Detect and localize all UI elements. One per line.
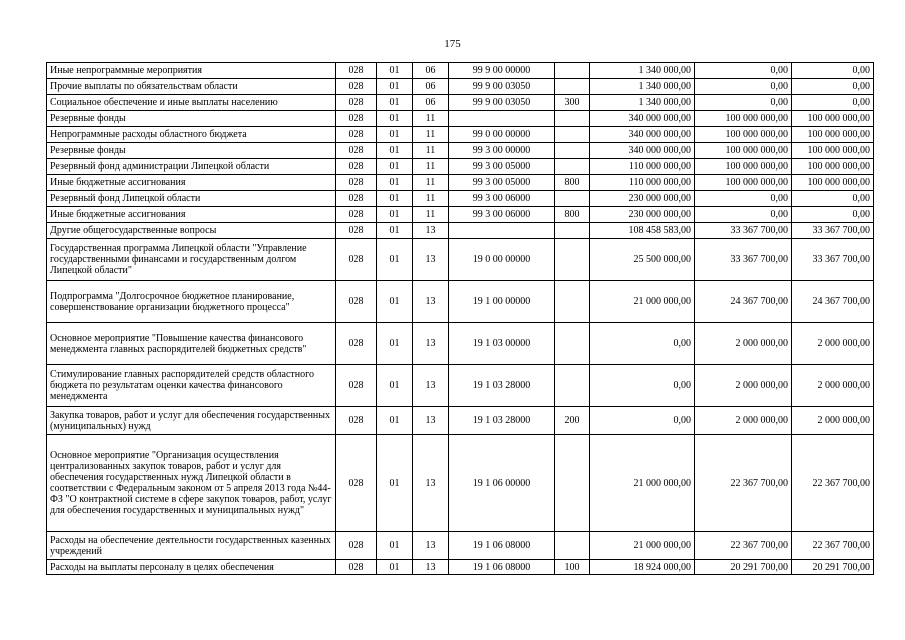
table-row — [47, 63, 874, 79]
row-name: Резервный фонд Липецкой области — [47, 191, 336, 207]
subsection-code: 13 — [413, 239, 449, 281]
amount-2017: 2 000 000,00 — [695, 323, 792, 365]
section-code: 01 — [377, 191, 413, 207]
ministry-code: 028 — [336, 532, 377, 560]
amount-2018: 0,00 — [792, 95, 874, 111]
row-name: Государственная программа Липецкой области "Управление государственными финансами и государственным долгом Липецкой области" — [47, 239, 336, 281]
table-row — [47, 143, 874, 159]
target-article: 99 3 00 00000 — [449, 143, 555, 159]
amount-2016: 1 340 000,00 — [590, 63, 695, 79]
expense-type — [555, 159, 590, 175]
subsection-code: 13 — [413, 560, 449, 575]
expense-type — [555, 435, 590, 532]
target-article: 99 9 00 03050 — [449, 79, 555, 95]
amount-2017: 2 000 000,00 — [695, 407, 792, 435]
section-code: 01 — [377, 323, 413, 365]
table-row — [47, 239, 874, 281]
row-name: Основное мероприятие "Организация осуществления централизованных закупок товаров, работ и услуг для обеспечения государственных нужд Липецкой области в соответствии с Федеральным законом от 5 апреля 2013 года №44-ФЗ "О контрактной системе в сфере закупок товаров, работ, услуг для обеспечения государственных и муниципальных нужд" — [47, 435, 336, 532]
expense-type: 300 — [555, 95, 590, 111]
row-name: Непрограммные расходы областного бюджета — [47, 127, 336, 143]
target-article — [449, 111, 555, 127]
section-code: 01 — [377, 95, 413, 111]
subsection-code: 11 — [413, 175, 449, 191]
subsection-code: 11 — [413, 127, 449, 143]
target-article: 19 1 03 28000 — [449, 365, 555, 407]
expense-type — [555, 365, 590, 407]
expense-type — [555, 63, 590, 79]
target-article: 99 0 00 00000 — [449, 127, 555, 143]
amount-2018: 20 291 700,00 — [792, 560, 874, 575]
row-name: Резервный фонд администрации Липецкой области — [47, 159, 336, 175]
amount-2018: 100 000 000,00 — [792, 111, 874, 127]
amount-2016: 340 000 000,00 — [590, 127, 695, 143]
amount-2017: 100 000 000,00 — [695, 143, 792, 159]
target-article: 99 3 00 06000 — [449, 191, 555, 207]
target-article: 99 3 00 06000 — [449, 207, 555, 223]
subsection-code: 13 — [413, 407, 449, 435]
section-code: 01 — [377, 159, 413, 175]
table-row — [47, 111, 874, 127]
ministry-code: 028 — [336, 365, 377, 407]
table-row — [47, 407, 874, 435]
amount-2016: 230 000 000,00 — [590, 191, 695, 207]
section-code: 01 — [377, 435, 413, 532]
amount-2016: 0,00 — [590, 323, 695, 365]
amount-2016: 21 000 000,00 — [590, 532, 695, 560]
section-code: 01 — [377, 111, 413, 127]
row-name: Расходы на выплаты персоналу в целях обеспечения — [47, 560, 336, 575]
ministry-code: 028 — [336, 239, 377, 281]
target-article — [449, 223, 555, 239]
amount-2016: 1 340 000,00 — [590, 95, 695, 111]
expense-type — [555, 223, 590, 239]
amount-2016: 110 000 000,00 — [590, 159, 695, 175]
amount-2017: 0,00 — [695, 63, 792, 79]
subsection-code: 06 — [413, 63, 449, 79]
amount-2018: 0,00 — [792, 207, 874, 223]
target-article: 99 9 00 00000 — [449, 63, 555, 79]
target-article: 19 1 06 00000 — [449, 435, 555, 532]
subsection-code: 11 — [413, 111, 449, 127]
target-article: 19 1 03 00000 — [449, 323, 555, 365]
target-article: 19 1 00 00000 — [449, 281, 555, 323]
section-code: 01 — [377, 407, 413, 435]
amount-2016: 0,00 — [590, 407, 695, 435]
amount-2018: 0,00 — [792, 79, 874, 95]
amount-2018: 0,00 — [792, 191, 874, 207]
table-row — [47, 323, 874, 365]
amount-2017: 33 367 700,00 — [695, 223, 792, 239]
ministry-code: 028 — [336, 281, 377, 323]
expense-type — [555, 281, 590, 323]
subsection-code: 13 — [413, 281, 449, 323]
row-name: Иные непрограммные мероприятия — [47, 63, 336, 79]
subsection-code: 13 — [413, 365, 449, 407]
target-article: 19 1 06 08000 — [449, 532, 555, 560]
row-name: Другие общегосударственные вопросы — [47, 223, 336, 239]
amount-2017: 0,00 — [695, 191, 792, 207]
table-row — [47, 79, 874, 95]
amount-2018: 0,00 — [792, 63, 874, 79]
row-name: Иные бюджетные ассигнования — [47, 175, 336, 191]
row-name: Иные бюджетные ассигнования — [47, 207, 336, 223]
expense-type — [555, 239, 590, 281]
expense-type — [555, 127, 590, 143]
section-code: 01 — [377, 63, 413, 79]
amount-2018: 2 000 000,00 — [792, 365, 874, 407]
row-name: Резервные фонды — [47, 111, 336, 127]
section-code: 01 — [377, 560, 413, 575]
amount-2016: 110 000 000,00 — [590, 175, 695, 191]
amount-2018: 33 367 700,00 — [792, 239, 874, 281]
subsection-code: 11 — [413, 207, 449, 223]
amount-2016: 21 000 000,00 — [590, 281, 695, 323]
amount-2017: 22 367 700,00 — [695, 532, 792, 560]
expense-type — [555, 79, 590, 95]
ministry-code: 028 — [336, 323, 377, 365]
subsection-code: 06 — [413, 95, 449, 111]
table-row — [47, 281, 874, 323]
amount-2016: 25 500 000,00 — [590, 239, 695, 281]
target-article: 99 3 00 05000 — [449, 159, 555, 175]
row-name: Прочие выплаты по обязательствам области — [47, 79, 336, 95]
ministry-code: 028 — [336, 159, 377, 175]
amount-2017: 22 367 700,00 — [695, 435, 792, 532]
amount-2017: 0,00 — [695, 207, 792, 223]
section-code: 01 — [377, 207, 413, 223]
table-row — [47, 365, 874, 407]
ministry-code: 028 — [336, 207, 377, 223]
target-article: 19 0 00 00000 — [449, 239, 555, 281]
table-row — [47, 435, 874, 532]
row-name: Социальное обеспечение и иные выплаты населению — [47, 95, 336, 111]
amount-2017: 33 367 700,00 — [695, 239, 792, 281]
ministry-code: 028 — [336, 223, 377, 239]
subsection-code: 13 — [413, 435, 449, 532]
amount-2017: 0,00 — [695, 95, 792, 111]
ministry-code: 028 — [336, 407, 377, 435]
target-article: 19 1 06 08000 — [449, 560, 555, 575]
page-number: 175 — [444, 38, 461, 50]
amount-2016: 1 340 000,00 — [590, 79, 695, 95]
ministry-code: 028 — [336, 175, 377, 191]
amount-2017: 100 000 000,00 — [695, 111, 792, 127]
ministry-code: 028 — [336, 435, 377, 532]
ministry-code: 028 — [336, 79, 377, 95]
section-code: 01 — [377, 532, 413, 560]
subsection-code: 13 — [413, 532, 449, 560]
row-name: Расходы на обеспечение деятельности государственных казенных учреждений — [47, 532, 336, 560]
budget-table — [46, 62, 874, 575]
amount-2018: 2 000 000,00 — [792, 323, 874, 365]
amount-2017: 24 367 700,00 — [695, 281, 792, 323]
table-row — [47, 207, 874, 223]
subsection-code: 06 — [413, 79, 449, 95]
amount-2016: 340 000 000,00 — [590, 111, 695, 127]
expense-type — [555, 143, 590, 159]
expense-type — [555, 191, 590, 207]
section-code: 01 — [377, 175, 413, 191]
amount-2017: 2 000 000,00 — [695, 365, 792, 407]
amount-2018: 22 367 700,00 — [792, 435, 874, 532]
ministry-code: 028 — [336, 63, 377, 79]
amount-2016: 21 000 000,00 — [590, 435, 695, 532]
table-row — [47, 127, 874, 143]
row-name: Закупка товаров, работ и услуг для обеспечения государственных (муниципальных) нужд — [47, 407, 336, 435]
subsection-code: 11 — [413, 143, 449, 159]
amount-2017: 20 291 700,00 — [695, 560, 792, 575]
expense-type — [555, 323, 590, 365]
table-row — [47, 560, 874, 575]
expense-type: 800 — [555, 175, 590, 191]
amount-2017: 100 000 000,00 — [695, 127, 792, 143]
section-code: 01 — [377, 281, 413, 323]
expense-type: 100 — [555, 560, 590, 575]
amount-2016: 18 924 000,00 — [590, 560, 695, 575]
expense-type: 200 — [555, 407, 590, 435]
expense-type — [555, 532, 590, 560]
target-article: 19 1 03 28000 — [449, 407, 555, 435]
section-code: 01 — [377, 127, 413, 143]
expense-type: 800 — [555, 207, 590, 223]
table-row — [47, 95, 874, 111]
amount-2017: 100 000 000,00 — [695, 175, 792, 191]
amount-2016: 108 458 583,00 — [590, 223, 695, 239]
amount-2018: 100 000 000,00 — [792, 143, 874, 159]
ministry-code: 028 — [336, 111, 377, 127]
row-name: Резервные фонды — [47, 143, 336, 159]
ministry-code: 028 — [336, 95, 377, 111]
amount-2018: 100 000 000,00 — [792, 159, 874, 175]
amount-2017: 0,00 — [695, 79, 792, 95]
target-article: 99 3 00 05000 — [449, 175, 555, 191]
ministry-code: 028 — [336, 191, 377, 207]
subsection-code: 11 — [413, 159, 449, 175]
amount-2018: 24 367 700,00 — [792, 281, 874, 323]
amount-2018: 33 367 700,00 — [792, 223, 874, 239]
expense-type — [555, 111, 590, 127]
section-code: 01 — [377, 239, 413, 281]
table-row — [47, 191, 874, 207]
table-row — [47, 175, 874, 191]
subsection-code: 11 — [413, 191, 449, 207]
section-code: 01 — [377, 223, 413, 239]
amount-2018: 22 367 700,00 — [792, 532, 874, 560]
amount-2018: 2 000 000,00 — [792, 407, 874, 435]
ministry-code: 028 — [336, 143, 377, 159]
amount-2016: 230 000 000,00 — [590, 207, 695, 223]
section-code: 01 — [377, 79, 413, 95]
table-row — [47, 159, 874, 175]
amount-2016: 0,00 — [590, 365, 695, 407]
section-code: 01 — [377, 365, 413, 407]
ministry-code: 028 — [336, 560, 377, 575]
amount-2018: 100 000 000,00 — [792, 175, 874, 191]
row-name: Основное мероприятие "Повышение качества финансового менеджмента главных распорядителей бюджетных средств" — [47, 323, 336, 365]
table-row — [47, 223, 874, 239]
subsection-code: 13 — [413, 323, 449, 365]
amount-2016: 340 000 000,00 — [590, 143, 695, 159]
section-code: 01 — [377, 143, 413, 159]
ministry-code: 028 — [336, 127, 377, 143]
target-article: 99 9 00 03050 — [449, 95, 555, 111]
row-name: Подпрограмма "Долгосрочное бюджетное планирование, совершенствование организации бюджетного процесса" — [47, 281, 336, 323]
row-name: Стимулирование главных распорядителей средств областного бюджета по результатам оценки качества финансового менеджмента — [47, 365, 336, 407]
subsection-code: 13 — [413, 223, 449, 239]
amount-2018: 100 000 000,00 — [792, 127, 874, 143]
amount-2017: 100 000 000,00 — [695, 159, 792, 175]
table-row — [47, 532, 874, 560]
